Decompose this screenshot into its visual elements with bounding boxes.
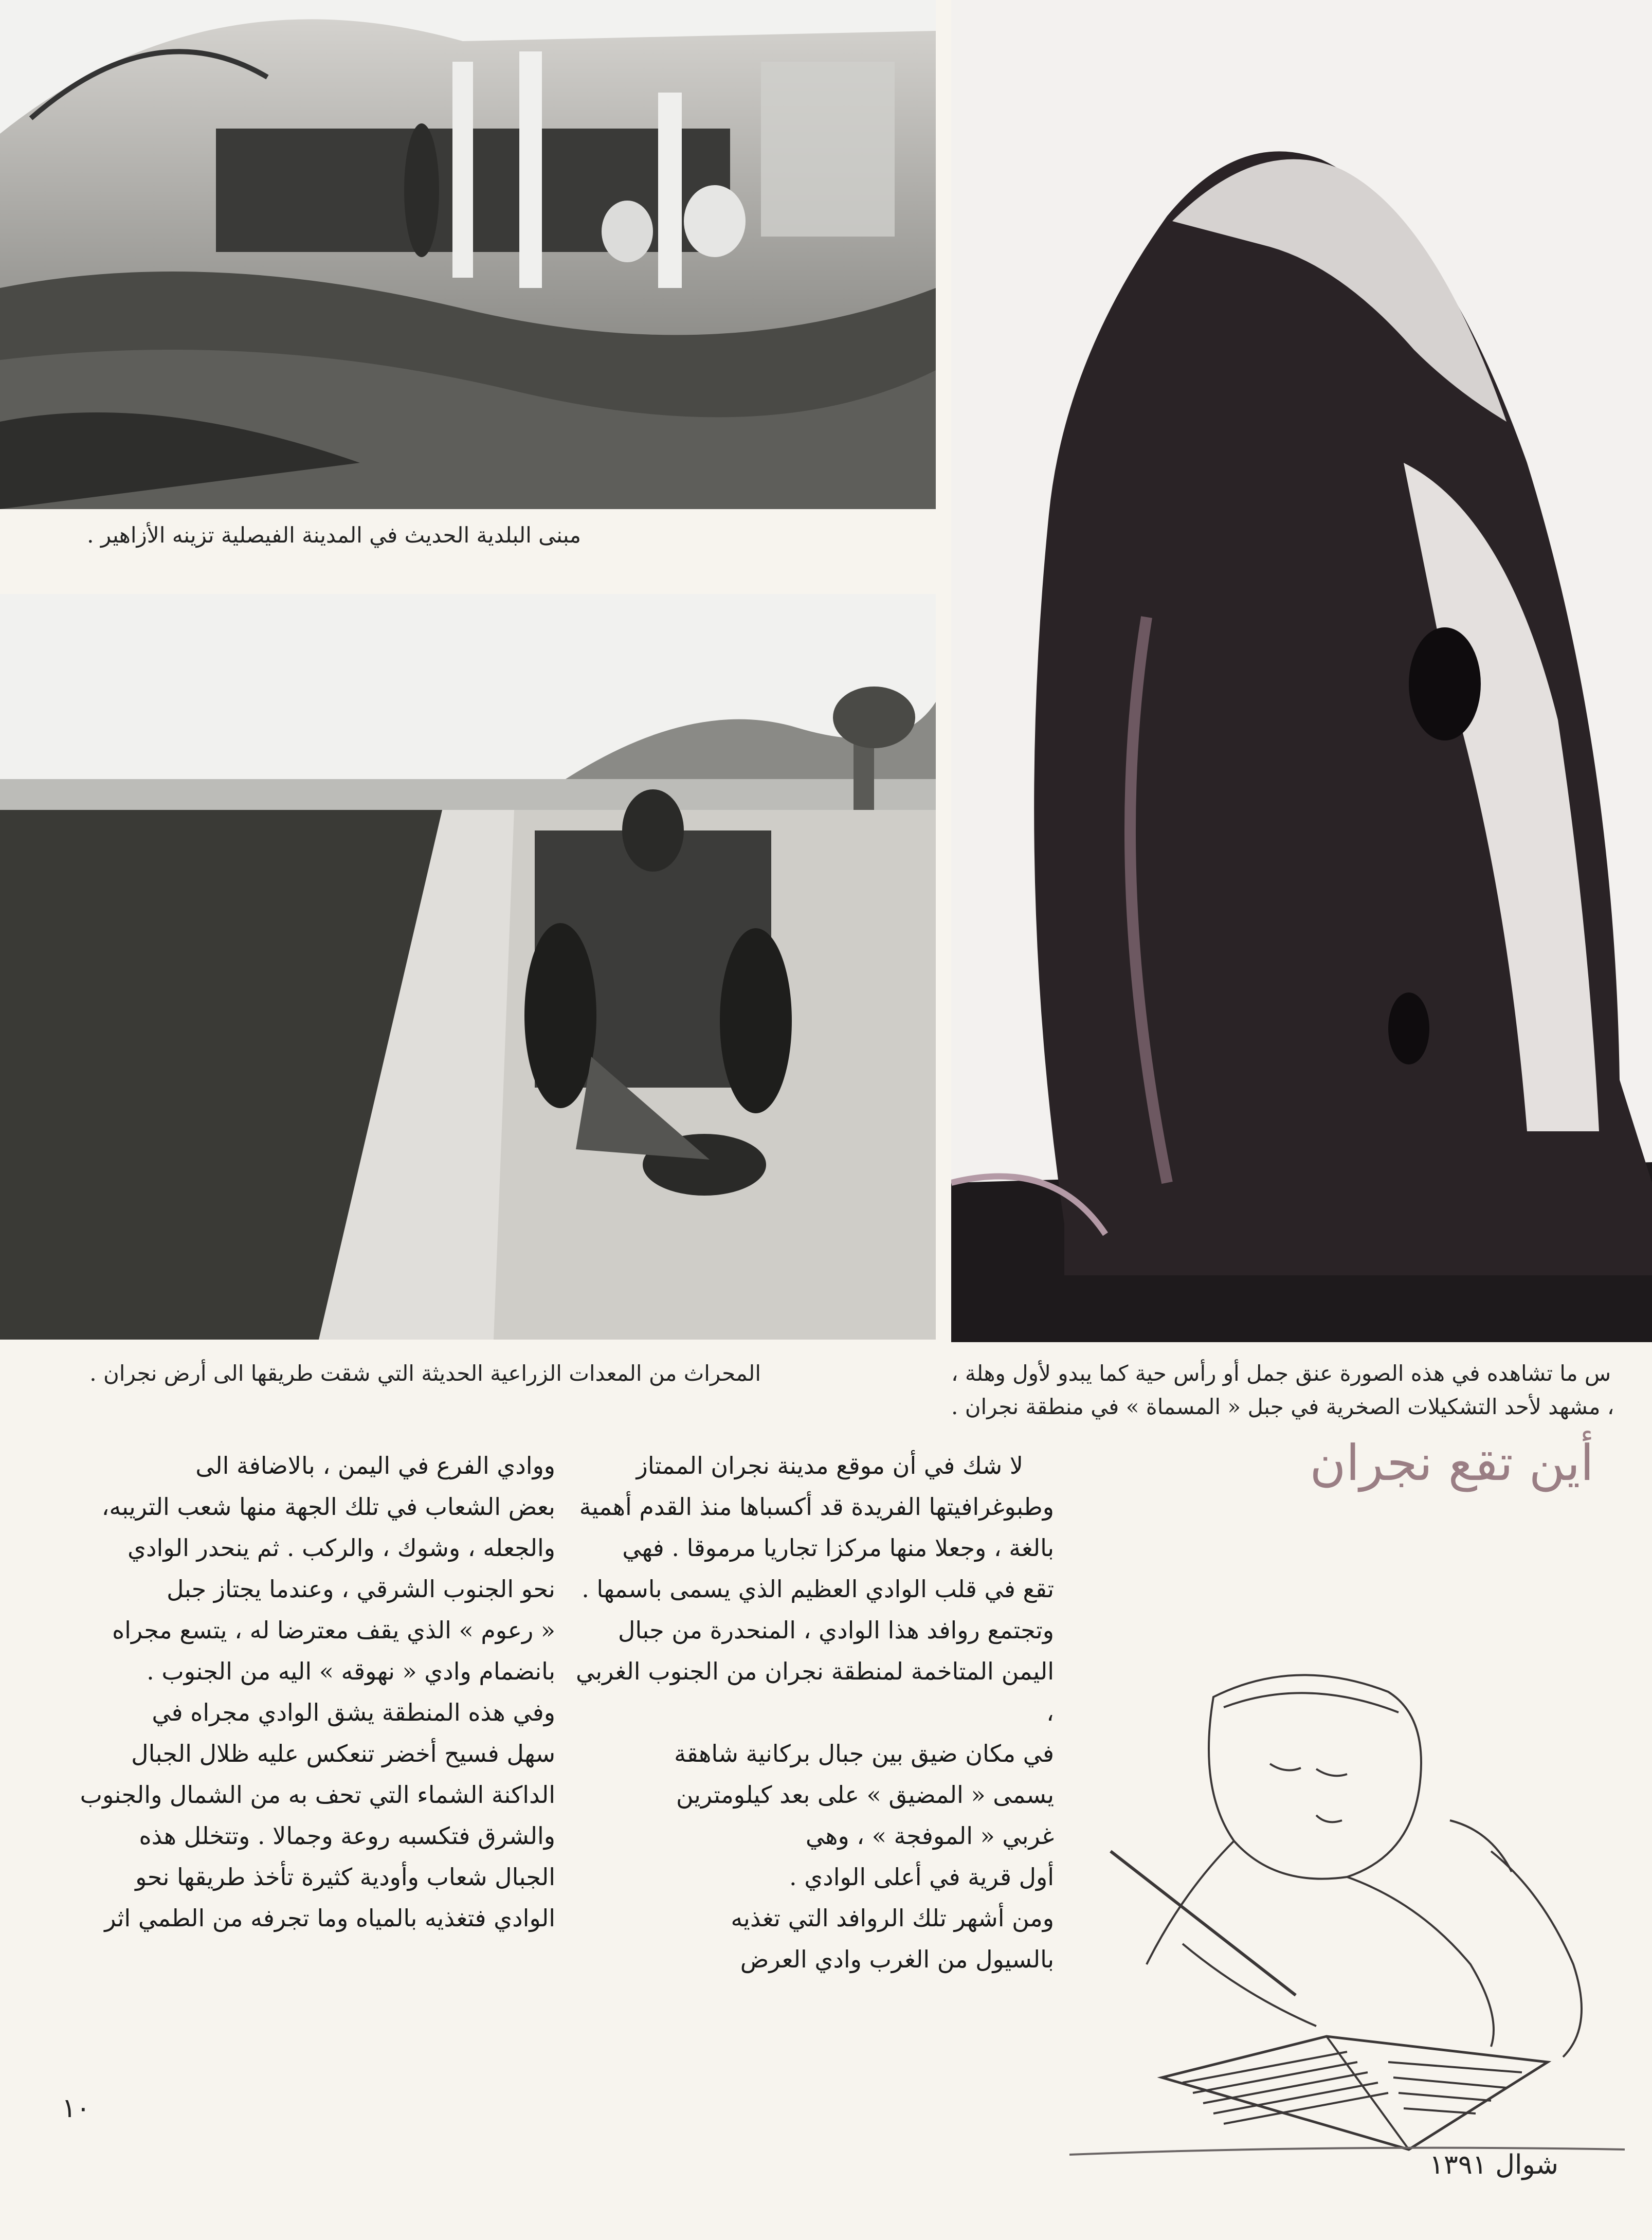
tractor-photo [0,594,936,1340]
text-line: وتجتمع روافد هذا الوادي ، المنحدرة من جبال [618,1616,1054,1644]
rock-photo-caption-line1: س ما تشاهده في هذه الصورة عنق جمل أو رأس حية كما يبدو لأول وهلة ، [951,1361,1611,1386]
text-line: الداكنة الشماء التي تحف به من الشمال والجنوب [80,1781,555,1809]
page-number: ١٠ [62,2093,90,2124]
text-line: بانضمام وادي « نهوقه » اليه من الجنوب . [147,1657,555,1685]
text-line: وفي هذه المنطقة يشق الوادي مجراه في [152,1699,555,1726]
text-line: بعض الشعاب في تلك الجهة منها شعب التريبه، [101,1493,555,1521]
rock-formation-photo [951,0,1652,1342]
text-line: ومن أشهر تلك الروافد التي تغذيه [731,1904,1054,1932]
text-line: تقع في قلب الوادي العظيم الذي يسمى باسمها . [582,1575,1054,1603]
text-line: في مكان ضيق بين جبال بركانية شاهقة [674,1740,1054,1767]
text-line: لا شك في أن موقع مدينة نجران الممتاز [636,1452,1023,1479]
text-line: وطبوغرافيتها الفريدة قد أكسباها منذ القدم أهمية [579,1493,1054,1521]
issue-date: شوال ١٣٩١ [1429,2149,1558,2180]
text-line: الجبال شعاب وأودية كثيرة تأخذ طريقها نحو [135,1863,555,1891]
text-line: غربي « الموفجة » ، وهي [805,1822,1054,1850]
article-column-left [57,1445,555,1939]
child-reading-sketch [1028,1635,1635,2165]
tractor-photo-caption: المحراث من المعدات الزراعية الحديثة التي شقت طريقها الى أرض نجران . [89,1361,761,1386]
rock-photo-caption-line2: ، مشهد لأحد التشكيلات الصخرية في جبل « المسماة » في منطقة نجران . [951,1394,1614,1419]
text-line: سهل فسيح أخضر تنعكس عليه ظلال الجبال [131,1740,555,1767]
article-column-right [576,1445,1054,1980]
text-line: بالغة ، وجعلا منها مركزا تجاريا مرموقا . فهي [622,1534,1054,1562]
text-line: أول قرية في أعلى الوادي . [789,1863,1054,1891]
text-line: يسمى « المضيق » على بعد كيلومترين [676,1781,1054,1809]
municipality-building-photo [0,0,936,509]
text-line: نحو الجنوب الشرقي ، وعندما يجتاز جبل [167,1575,555,1603]
text-line: اليمن المتاخمة لمنطقة نجران من الجنوب الغربي ، [576,1657,1054,1726]
text-line: ووادي الفرع في اليمن ، بالاضافة الى [195,1452,555,1479]
text-line: والجعله ، وشوك ، والركب . ثم ينحدر الوادي [128,1534,555,1562]
text-line: بالسيول من الغرب وادي العرض [740,1945,1054,1973]
article-heading: أين تقع نجران [1310,1434,1594,1492]
text-line: « رعوم » الذي يقف معترضا له ، يتسع مجراه [112,1616,555,1644]
municipality-photo-caption: مبنى البلدية الحديث في المدينة الفيصلية تزينه الأزاهير . [87,522,581,548]
text-line: والشرق فتكسبه روعة وجمالا . وتتخلل هذه [139,1822,555,1850]
text-line: الوادي فتغذيه بالمياه وما تجرفه من الطمي اثر [104,1904,555,1932]
